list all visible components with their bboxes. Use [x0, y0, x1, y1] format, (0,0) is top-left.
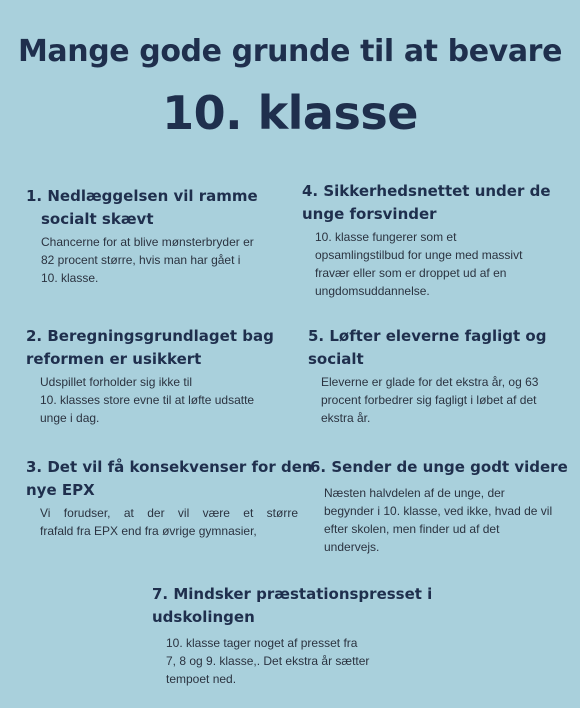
reason-body-line: 7, 8 og 9. klasse,. Det ekstra år sætter: [166, 654, 370, 668]
reason-heading-line: 4. Sikkerhedsnettet under de: [302, 182, 551, 200]
reason-item-1: [26, 185, 258, 287]
reason-body-line: undervejs.: [324, 540, 380, 554]
reason-body-line: 10. klasses store evne til at løfte udsatte: [40, 393, 255, 407]
reason-item-2: [26, 325, 274, 427]
reason-heading: [26, 456, 313, 502]
reason-body-line: Eleverne er glade for det ekstra år, og 63: [321, 375, 539, 389]
reason-heading-line: socialt: [308, 350, 364, 368]
reason-heading-line: 6. Sender de unge godt videre: [310, 458, 568, 476]
reason-body: [26, 373, 274, 427]
reason-body-line: fravær eller som er droppet ud af en: [315, 266, 507, 280]
reason-heading-line: 1. Nedlæggelsen vil ramme: [26, 187, 258, 205]
reason-body-line: Næsten halvdelen af de unge, der: [324, 486, 505, 500]
reason-body-line: tempoet ned.: [166, 672, 237, 686]
reason-body-line: ekstra år.: [321, 411, 371, 425]
reason-heading: [152, 583, 432, 629]
reason-heading-line: 7. Mindsker præstationspresset i: [152, 585, 433, 603]
reason-body-line: 10. klasse fungerer som et: [315, 230, 457, 244]
reason-heading: [310, 456, 568, 479]
reason-body-line: Chancerne for at blive mønsterbryder er: [41, 235, 254, 249]
reason-body: [310, 484, 568, 556]
reason-heading: [308, 325, 546, 371]
reason-body: [308, 373, 546, 427]
reason-heading-line: nye EPX: [26, 481, 95, 499]
title-line-2: 10. klasse: [162, 86, 418, 140]
reason-heading-line: unge forsvinder: [302, 205, 437, 223]
reason-body: [302, 228, 551, 300]
reason-body-line: ungdomsuddannelse.: [315, 284, 430, 298]
reason-body-line: 10. klasse tager noget af presset fra: [166, 636, 358, 650]
reason-body: [26, 233, 258, 287]
reason-item-6: [310, 456, 568, 556]
reason-body-line: Udspillet forholder sig ikke til: [40, 375, 193, 389]
reason-heading-line: 2. Beregningsgrundlaget bag: [26, 327, 274, 345]
reason-heading: [26, 185, 258, 231]
reason-body: [152, 634, 432, 688]
reason-body-line: 10. klasse.: [41, 271, 99, 285]
reason-body-line: frafald fra EPX end fra øvrige gymnasier,: [40, 524, 257, 538]
reason-heading: [26, 325, 274, 371]
reason-heading-line: socialt skævt: [41, 210, 154, 228]
title-line-1: Mange gode grunde til at bevare: [17, 34, 563, 69]
reason-heading-line: reformen er usikkert: [26, 350, 202, 368]
reason-item-7: [152, 583, 432, 688]
reason-item-3: [26, 456, 313, 540]
reason-heading-line: udskolingen: [152, 608, 255, 626]
reason-body-line: efter skolen, men finder ud af det: [324, 522, 500, 536]
reason-heading: [302, 180, 551, 226]
reason-body: [26, 504, 298, 540]
reason-item-4: [302, 180, 551, 300]
reason-body-line: unge i dag.: [40, 411, 100, 425]
reason-body-line: 82 procent større, hvis man har gået i: [41, 253, 241, 267]
reason-body-line: procent forbedrer sig fagligt i løbet af det: [321, 393, 537, 407]
reason-body-line: opsamlingstilbud for unge med massivt: [315, 248, 523, 262]
reason-body-line: Vi forudser, at der vil være et større: [40, 506, 298, 520]
reason-item-5: [308, 325, 546, 427]
reason-body-line: begynder i 10. klasse, ved ikke, hvad de vil: [324, 504, 553, 518]
reason-heading-line: 3. Det vil få konsekvenser for den: [26, 458, 313, 476]
reason-heading-line: 5. Løfter eleverne fagligt og: [308, 327, 547, 345]
